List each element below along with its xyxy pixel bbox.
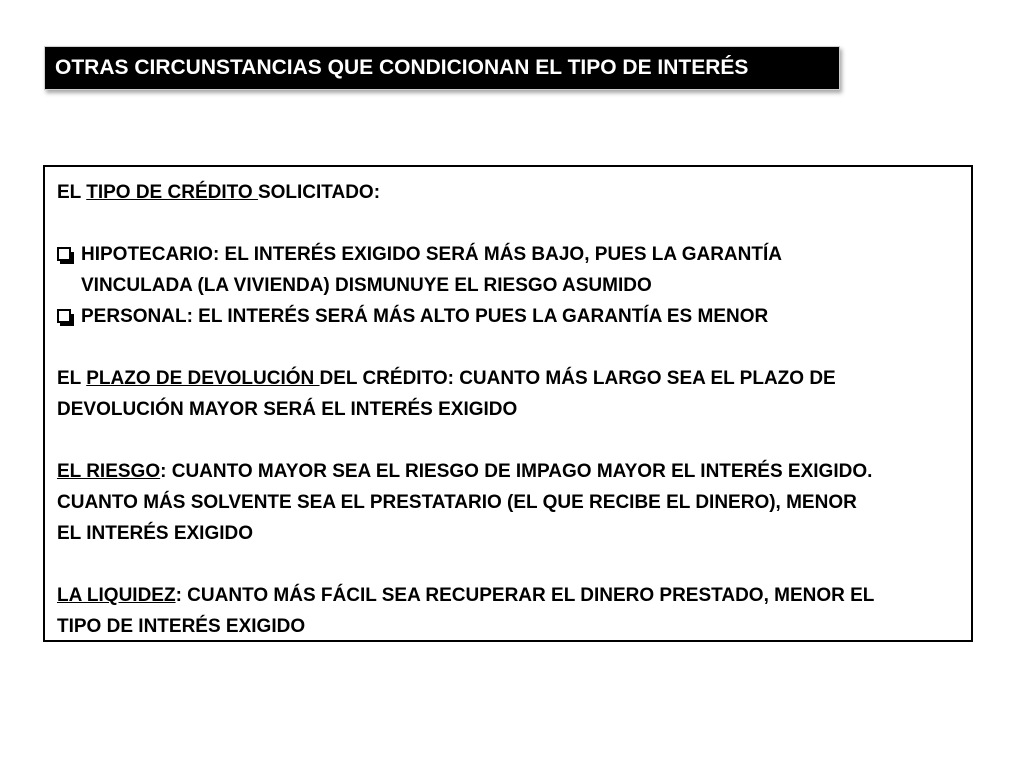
spacer [57,425,959,456]
checkbox-bullet-icon [57,309,71,323]
bullet-personal-line1: PERSONAL: EL INTERÉS SERÁ MÁS ALTO PUES LA GARANTÍA ES MENOR [81,306,769,327]
liquidity-line1 [57,580,959,611]
bullet-mortgage-line1: HIPOTECARIO: EL INTERÉS EXIGIDO SERÁ MÁS BAJO, PUES LA GARANTÍA [81,244,782,265]
spacer [57,208,959,239]
liquidity-line2: TIPO DE INTERÉS EXIGIDO [57,616,306,637]
credit-type-prefix: EL [57,182,87,203]
bullet-item-personal [57,301,959,332]
credit-type-suffix: SOLICITADO: [257,182,381,203]
liquidity-underlined: LA LIQUIDEZ [57,585,176,606]
liquidity-line1-suffix: : CUANTO MÁS FÁCIL SEA RECUPERAR EL DINERO PRESTADO, MENOR EL [175,585,875,606]
credit-type-heading [57,177,959,208]
credit-type-underlined: TIPO DE CRÉDITO [86,182,258,203]
risk-line3: EL INTERÉS EXIGIDO [57,523,254,544]
bullet-mortgage-line2: VINCULADA (LA VIVIENDA) DISMUNUYE EL RIESGO ASUMIDO [81,275,652,296]
risk-line1-suffix: : CUANTO MAYOR SEA EL RIESGO DE IMPAGO MAYOR EL INTERÉS EXIGIDO. [160,461,873,482]
risk-underlined: EL RIESGO [57,461,161,482]
risk-line1 [57,456,959,487]
spacer [57,332,959,363]
term-line1-suffix: DEL CRÉDITO: CUANTO MÁS LARGO SEA EL PLAZO DE [319,368,836,389]
risk-line2: CUANTO MÁS SOLVENTE SEA EL PRESTATARIO (EL QUE RECIBE EL DINERO), MENOR [57,492,857,513]
title-bar [44,46,840,90]
term-prefix: EL [57,368,87,389]
term-underlined: PLAZO DE DEVOLUCIÓN [86,368,320,389]
checkbox-bullet-icon [57,247,71,261]
bullet-item-mortgage [57,239,959,301]
slide-title: OTRAS CIRCUNSTANCIAS QUE CONDICIONAN EL TIPO DE INTERÉS [55,56,749,79]
term-line2: DEVOLUCIÓN MAYOR SERÁ EL INTERÉS EXIGIDO [57,399,518,420]
term-line1 [57,363,959,394]
content-box [43,165,973,642]
spacer [57,549,959,580]
